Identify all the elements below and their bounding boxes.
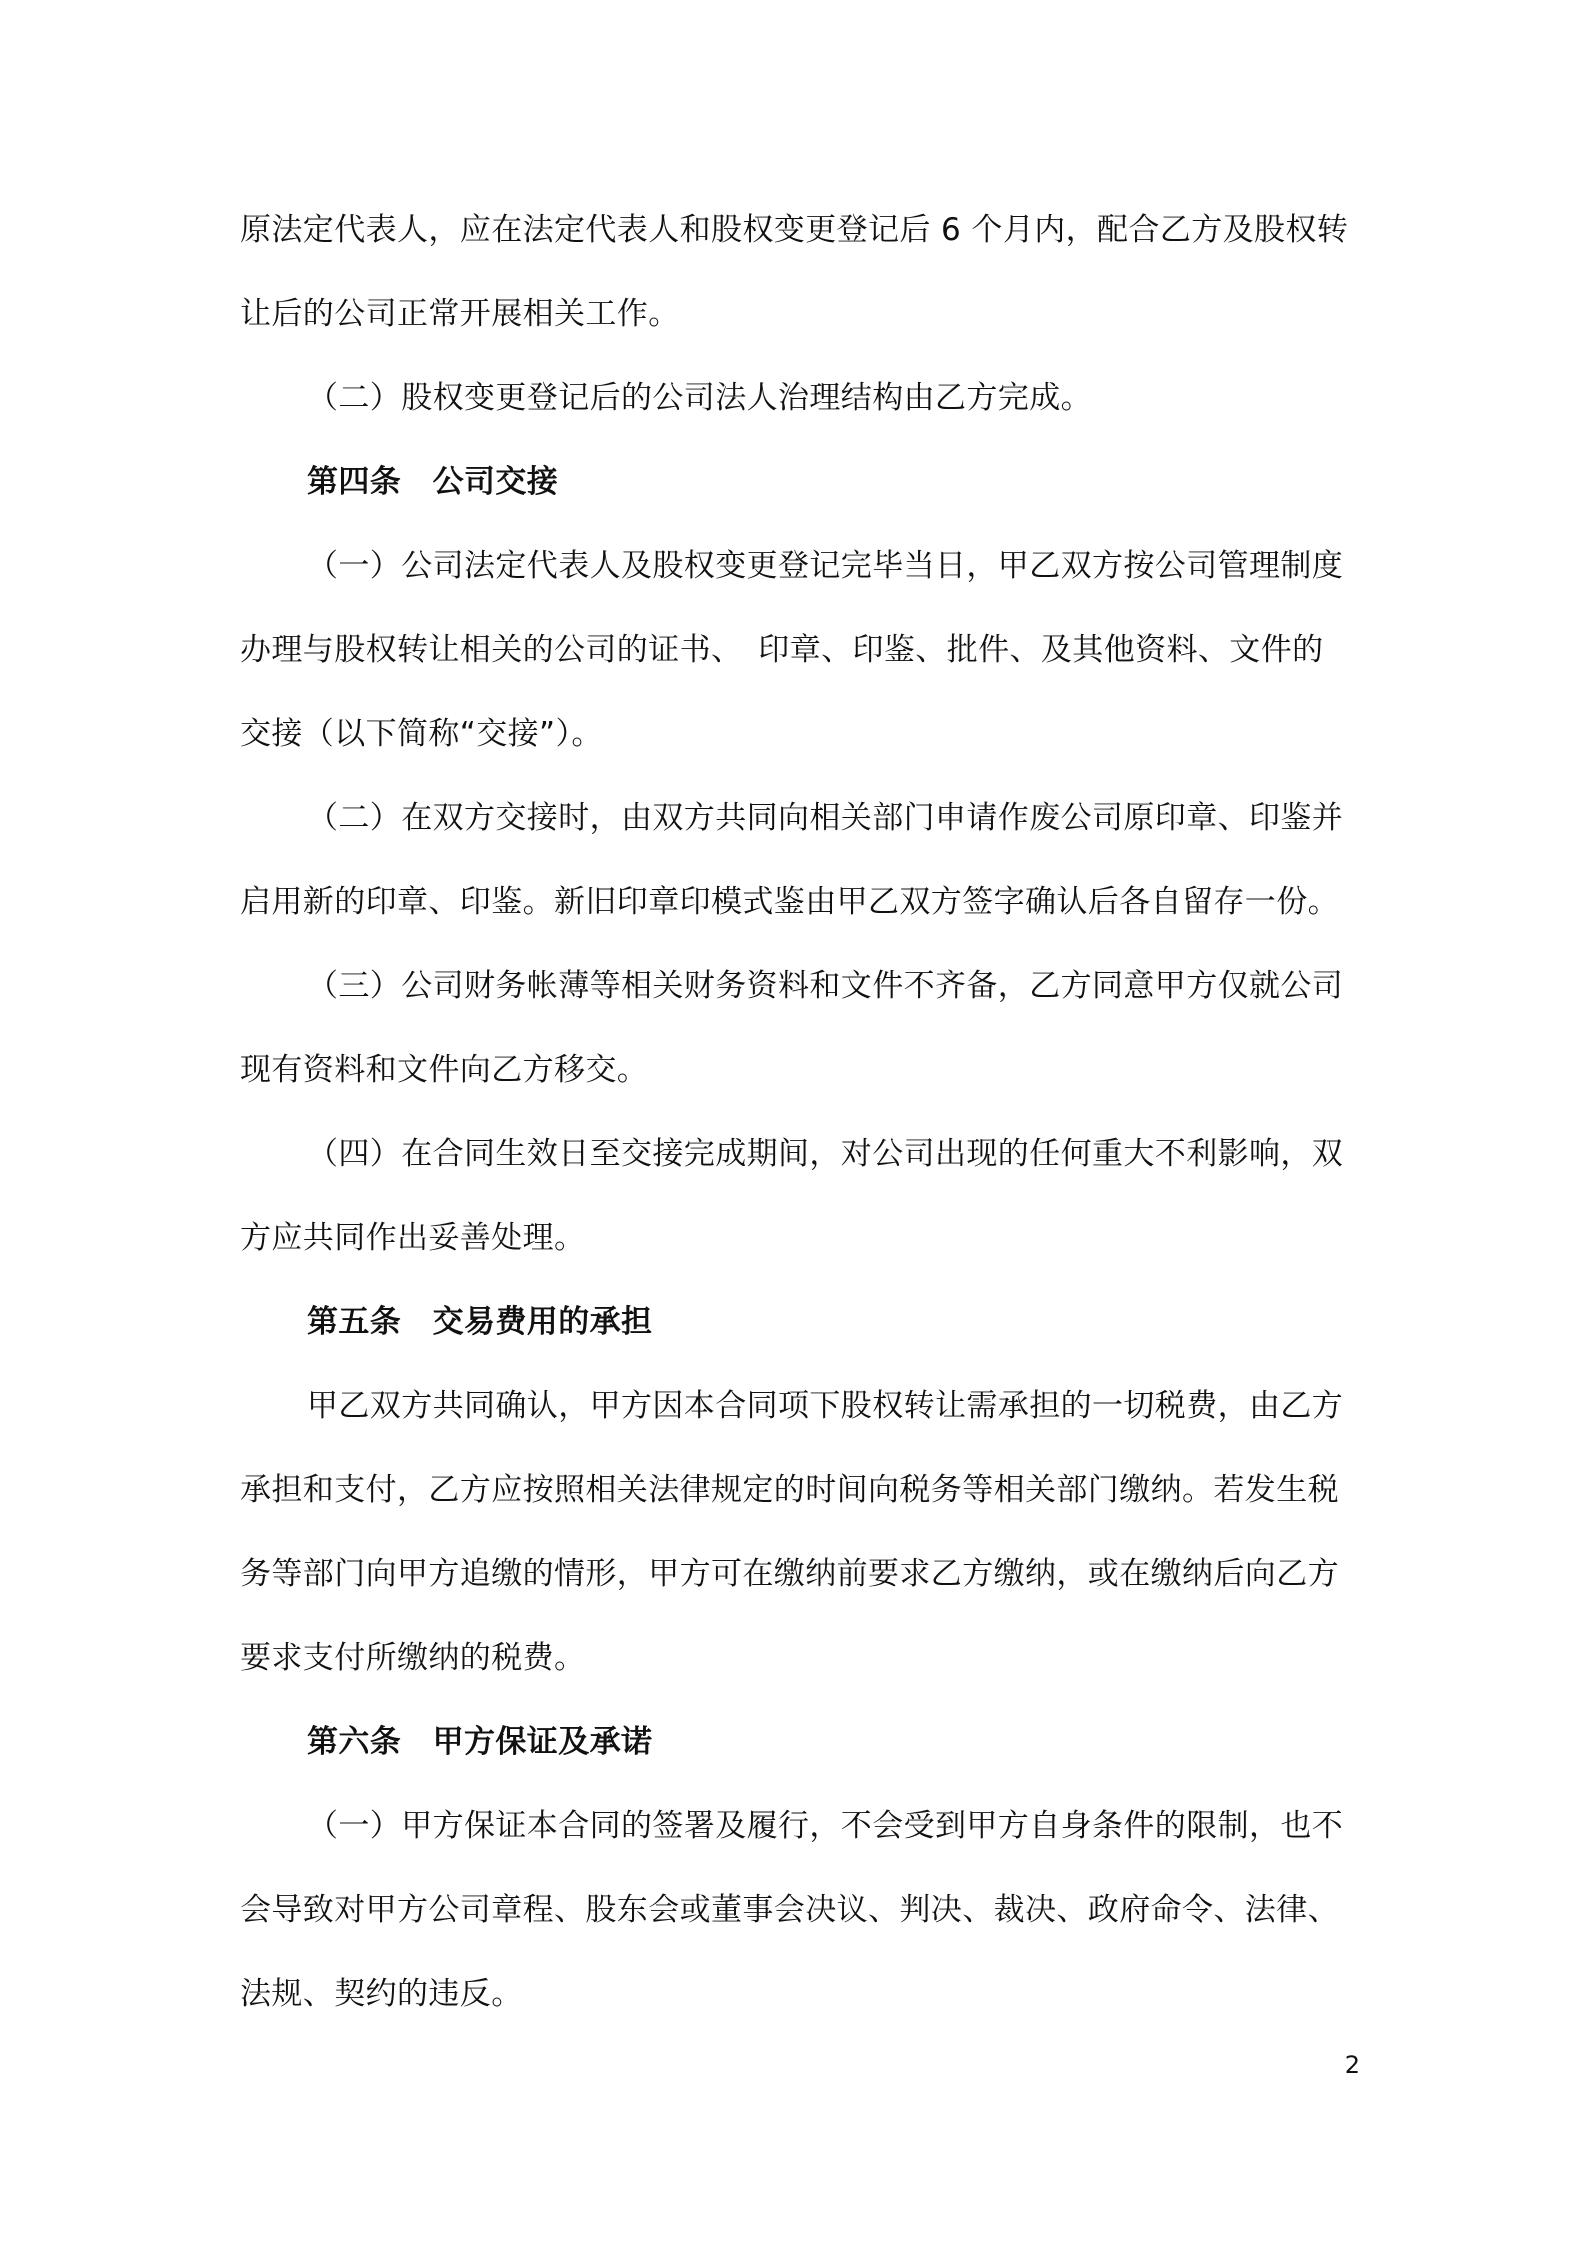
text-line: （四）在合同生效日至交接完成期间，对公司出现的任何重大不利影响，双 xyxy=(307,1136,1344,1172)
page-number: 2 xyxy=(1344,2051,1360,2079)
text-line: 务等部门向甲方追缴的情形，甲方可在缴纳前要求乙方缴纳，或在缴纳后向乙方 xyxy=(240,1556,1339,1592)
text-line: 现有资料和文件向乙方移交。 xyxy=(240,1052,649,1088)
text-line: 交接（以下简称“交接”）。 xyxy=(240,716,603,752)
text-line: （二）股权变更登记后的公司法人治理结构由乙方完成。 xyxy=(307,380,1092,416)
text-line: 启用新的印章、印鉴。新旧印章印模式鉴由甲乙双方签字确认后各自留存一份。 xyxy=(240,884,1339,920)
text-line: （三）公司财务帐薄等相关财务资料和文件不齐备，乙方同意甲方仅就公司 xyxy=(307,968,1344,1004)
section-heading: 第四条 公司交接 xyxy=(307,464,559,500)
text-line: （二）在双方交接时，由双方共同向相关部门申请作废公司原印章、印鉴并 xyxy=(307,800,1344,836)
text-line: 让后的公司正常开展相关工作。 xyxy=(240,296,680,332)
text-line: 原法定代表人，应在法定代表人和股权变更登记后 6 个月内，配合乙方及股权转 xyxy=(240,212,1349,248)
text-line: 方应共同作出妥善处理。 xyxy=(240,1220,586,1256)
text-line: 会导致对甲方公司章程、股东会或董事会决议、判决、裁决、政府命令、法律、 xyxy=(240,1892,1339,1928)
text-line: （一）公司法定代表人及股权变更登记完毕当日，甲乙双方按公司管理制度 xyxy=(307,548,1344,584)
section-heading: 第六条 甲方保证及承诺 xyxy=(307,1724,653,1760)
text-line: 要求支付所缴纳的税费。 xyxy=(240,1640,586,1676)
text-line: 办理与股权转让相关的公司的证书、 印章、印鉴、批件、及其他资料、文件的 xyxy=(240,632,1324,668)
text-line: （一）甲方保证本合同的签署及履行，不会受到甲方自身条件的限制，也不 xyxy=(307,1808,1344,1844)
section-heading: 第五条 交易费用的承担 xyxy=(307,1304,653,1340)
text-line: 甲乙双方共同确认，甲方因本合同项下股权转让需承担的一切税费，由乙方 xyxy=(307,1388,1344,1424)
text-line: 承担和支付，乙方应按照相关法律规定的时间向税务等相关部门缴纳。若发生税 xyxy=(240,1472,1339,1508)
text-line: 法规、契约的违反。 xyxy=(240,1976,523,2012)
